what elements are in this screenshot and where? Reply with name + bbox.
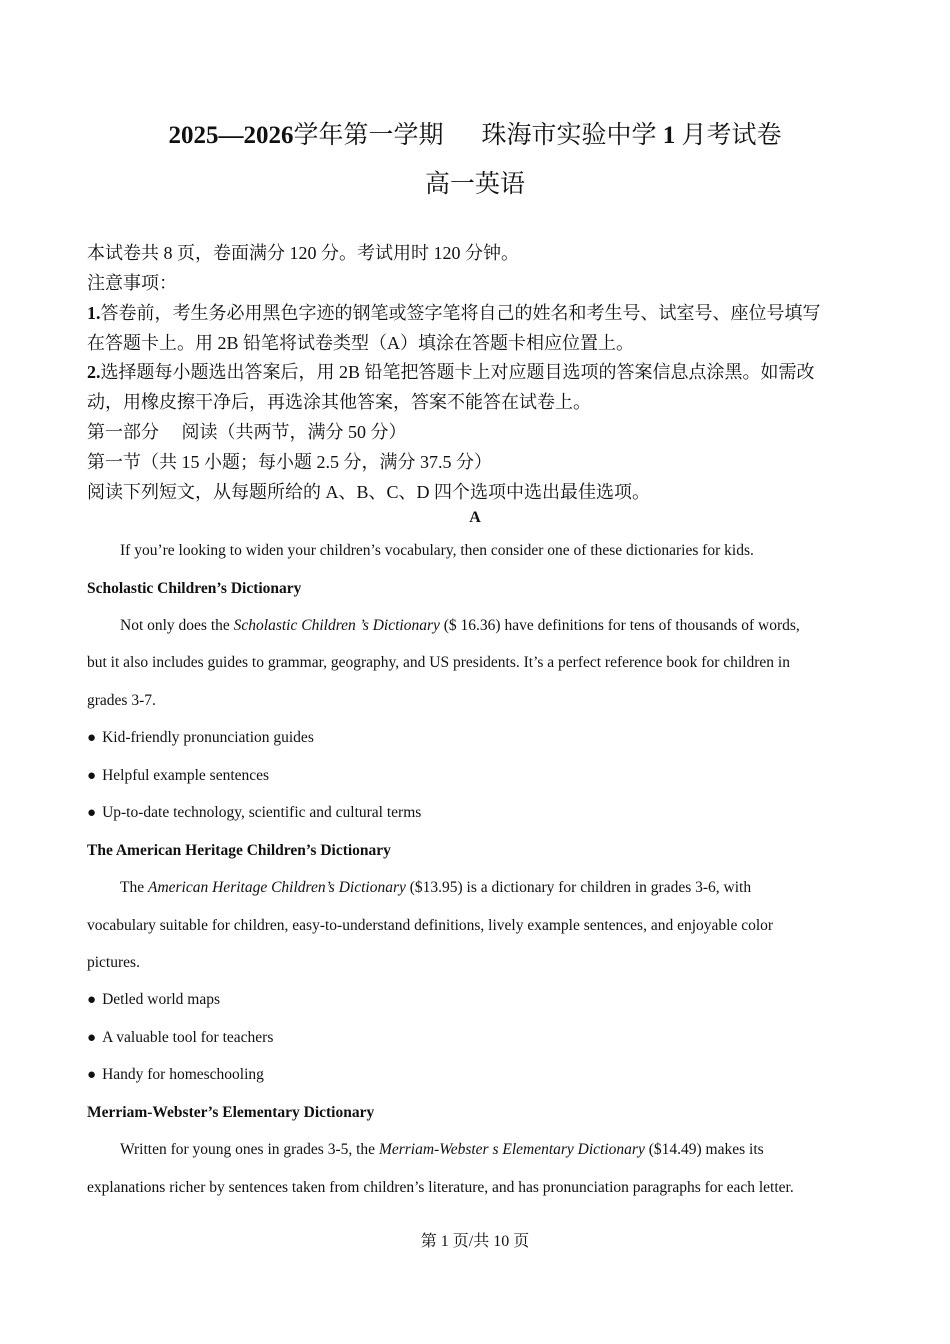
- notice-heading: 注意事项：: [87, 273, 177, 293]
- dictionary-1-para-line-3: grades 3-7.: [87, 692, 156, 709]
- list-item: ● A valuable tool for teachers: [87, 1029, 273, 1047]
- page-number: 第 1 页/共 10 页: [420, 1233, 530, 1250]
- notice-item-1-text: 答卷前，考生务必用黑色字迹的钢笔或签字笔将自己的姓名和考生号、试室号、座位号填写: [100, 303, 821, 323]
- dictionary-1-heading: Scholastic Children’s Dictionary: [87, 580, 302, 597]
- list-item: ● Kid-friendly pronunciation guides: [87, 729, 314, 747]
- dictionary-2-para-line-1: [120, 879, 751, 897]
- title-exam: 月考试卷: [681, 122, 782, 149]
- title-school: 珠海市实验中学: [481, 122, 657, 149]
- title-year: 2025—2026: [168, 122, 294, 149]
- list-item: ● Up-to-date technology, scientific and cultural terms: [87, 804, 421, 822]
- d1-text-post: ($ 16.36) have definitions for tens of thousands of words,: [439, 617, 800, 634]
- dictionary-3-heading: Merriam-Webster’s Elementary Dictionary: [87, 1104, 375, 1121]
- dictionary-3-para-line-1: [120, 1141, 764, 1159]
- d2-text-pre: The: [120, 879, 148, 896]
- dictionary-2-heading: The American Heritage Children’s Dictionary: [87, 842, 391, 859]
- d3-text-post: ($14.49) makes its: [644, 1141, 764, 1158]
- d2-title-italic: American Heritage Children’s Dictionary: [147, 879, 406, 896]
- d1-text-pre: Not only does the: [120, 617, 234, 634]
- dictionary-2-para-line-2: vocabulary suitable for children, easy-to-understand definitions, lively example sentences, and enjoyable color: [87, 917, 774, 934]
- notice-item-2: [87, 358, 815, 384]
- dictionary-1-para-line-1: [120, 617, 800, 635]
- d2-text-post: ($13.95) is a dictionary for children in grades 3-6, with: [405, 879, 752, 896]
- list-item: ● Detled world maps: [87, 991, 220, 1009]
- passage-intro: If you’re looking to widen your children’s vocabulary, then consider one of these dictionaries for kids.: [120, 542, 754, 559]
- list-item: ● Helpful example sentences: [87, 767, 269, 785]
- notice-item-1: [87, 299, 821, 325]
- exam-title: [0, 115, 950, 151]
- d1-title-italic: Scholastic Children ’s Dictionary: [233, 617, 440, 634]
- notice-item-2-text: 选择题每小题选出答案后，用 2B 铅笔把答题卡上对应题目选项的答案信息点涂黑。如需改: [100, 362, 815, 382]
- directions: 阅读下列短文，从每题所给的 A、B、C、D 四个选项中选出最佳选项。: [87, 482, 651, 502]
- part-heading: 第一部分 阅读（共两节，满分 50 分）: [87, 422, 407, 442]
- title-month: 1: [662, 122, 676, 149]
- d3-title-italic: Merriam-Webster s Elementary Dictionary: [378, 1141, 645, 1158]
- notice-item-2-number: 2.: [87, 362, 101, 382]
- list-item: ● Handy for homeschooling: [87, 1066, 264, 1084]
- notice-item-1-cont: 在答题卡上。用 2B 铅笔将试卷类型（A）填涂在答题卡相应位置上。: [87, 333, 635, 353]
- exam-info: 本试卷共 8 页，卷面满分 120 分。考试用时 120 分钟。: [87, 243, 519, 263]
- notice-item-2-cont: 动，用橡皮擦干净后，再选涂其他答案，答案不能答在试卷上。: [87, 392, 591, 412]
- dictionary-1-para-line-2: but it also includes guides to grammar, geography, and US presidents. It’s a perfect reference book for children in: [87, 654, 790, 671]
- dictionary-2-para-line-3: pictures.: [87, 954, 140, 971]
- d3-text-pre: Written for young ones in grades 3-5, the: [120, 1141, 379, 1158]
- passage-letter: A: [469, 509, 481, 526]
- title-term: 学年第一学期: [293, 122, 444, 149]
- exam-subject: 高一英语: [424, 171, 525, 198]
- section-heading: 第一节（共 15 小题；每小题 2.5 分，满分 37.5 分）: [87, 452, 492, 472]
- notice-item-1-number: 1.: [87, 303, 101, 323]
- dictionary-3-para-line-2: explanations richer by sentences taken from children’s literature, and has pronunciation paragraphs for each letter.: [87, 1179, 794, 1196]
